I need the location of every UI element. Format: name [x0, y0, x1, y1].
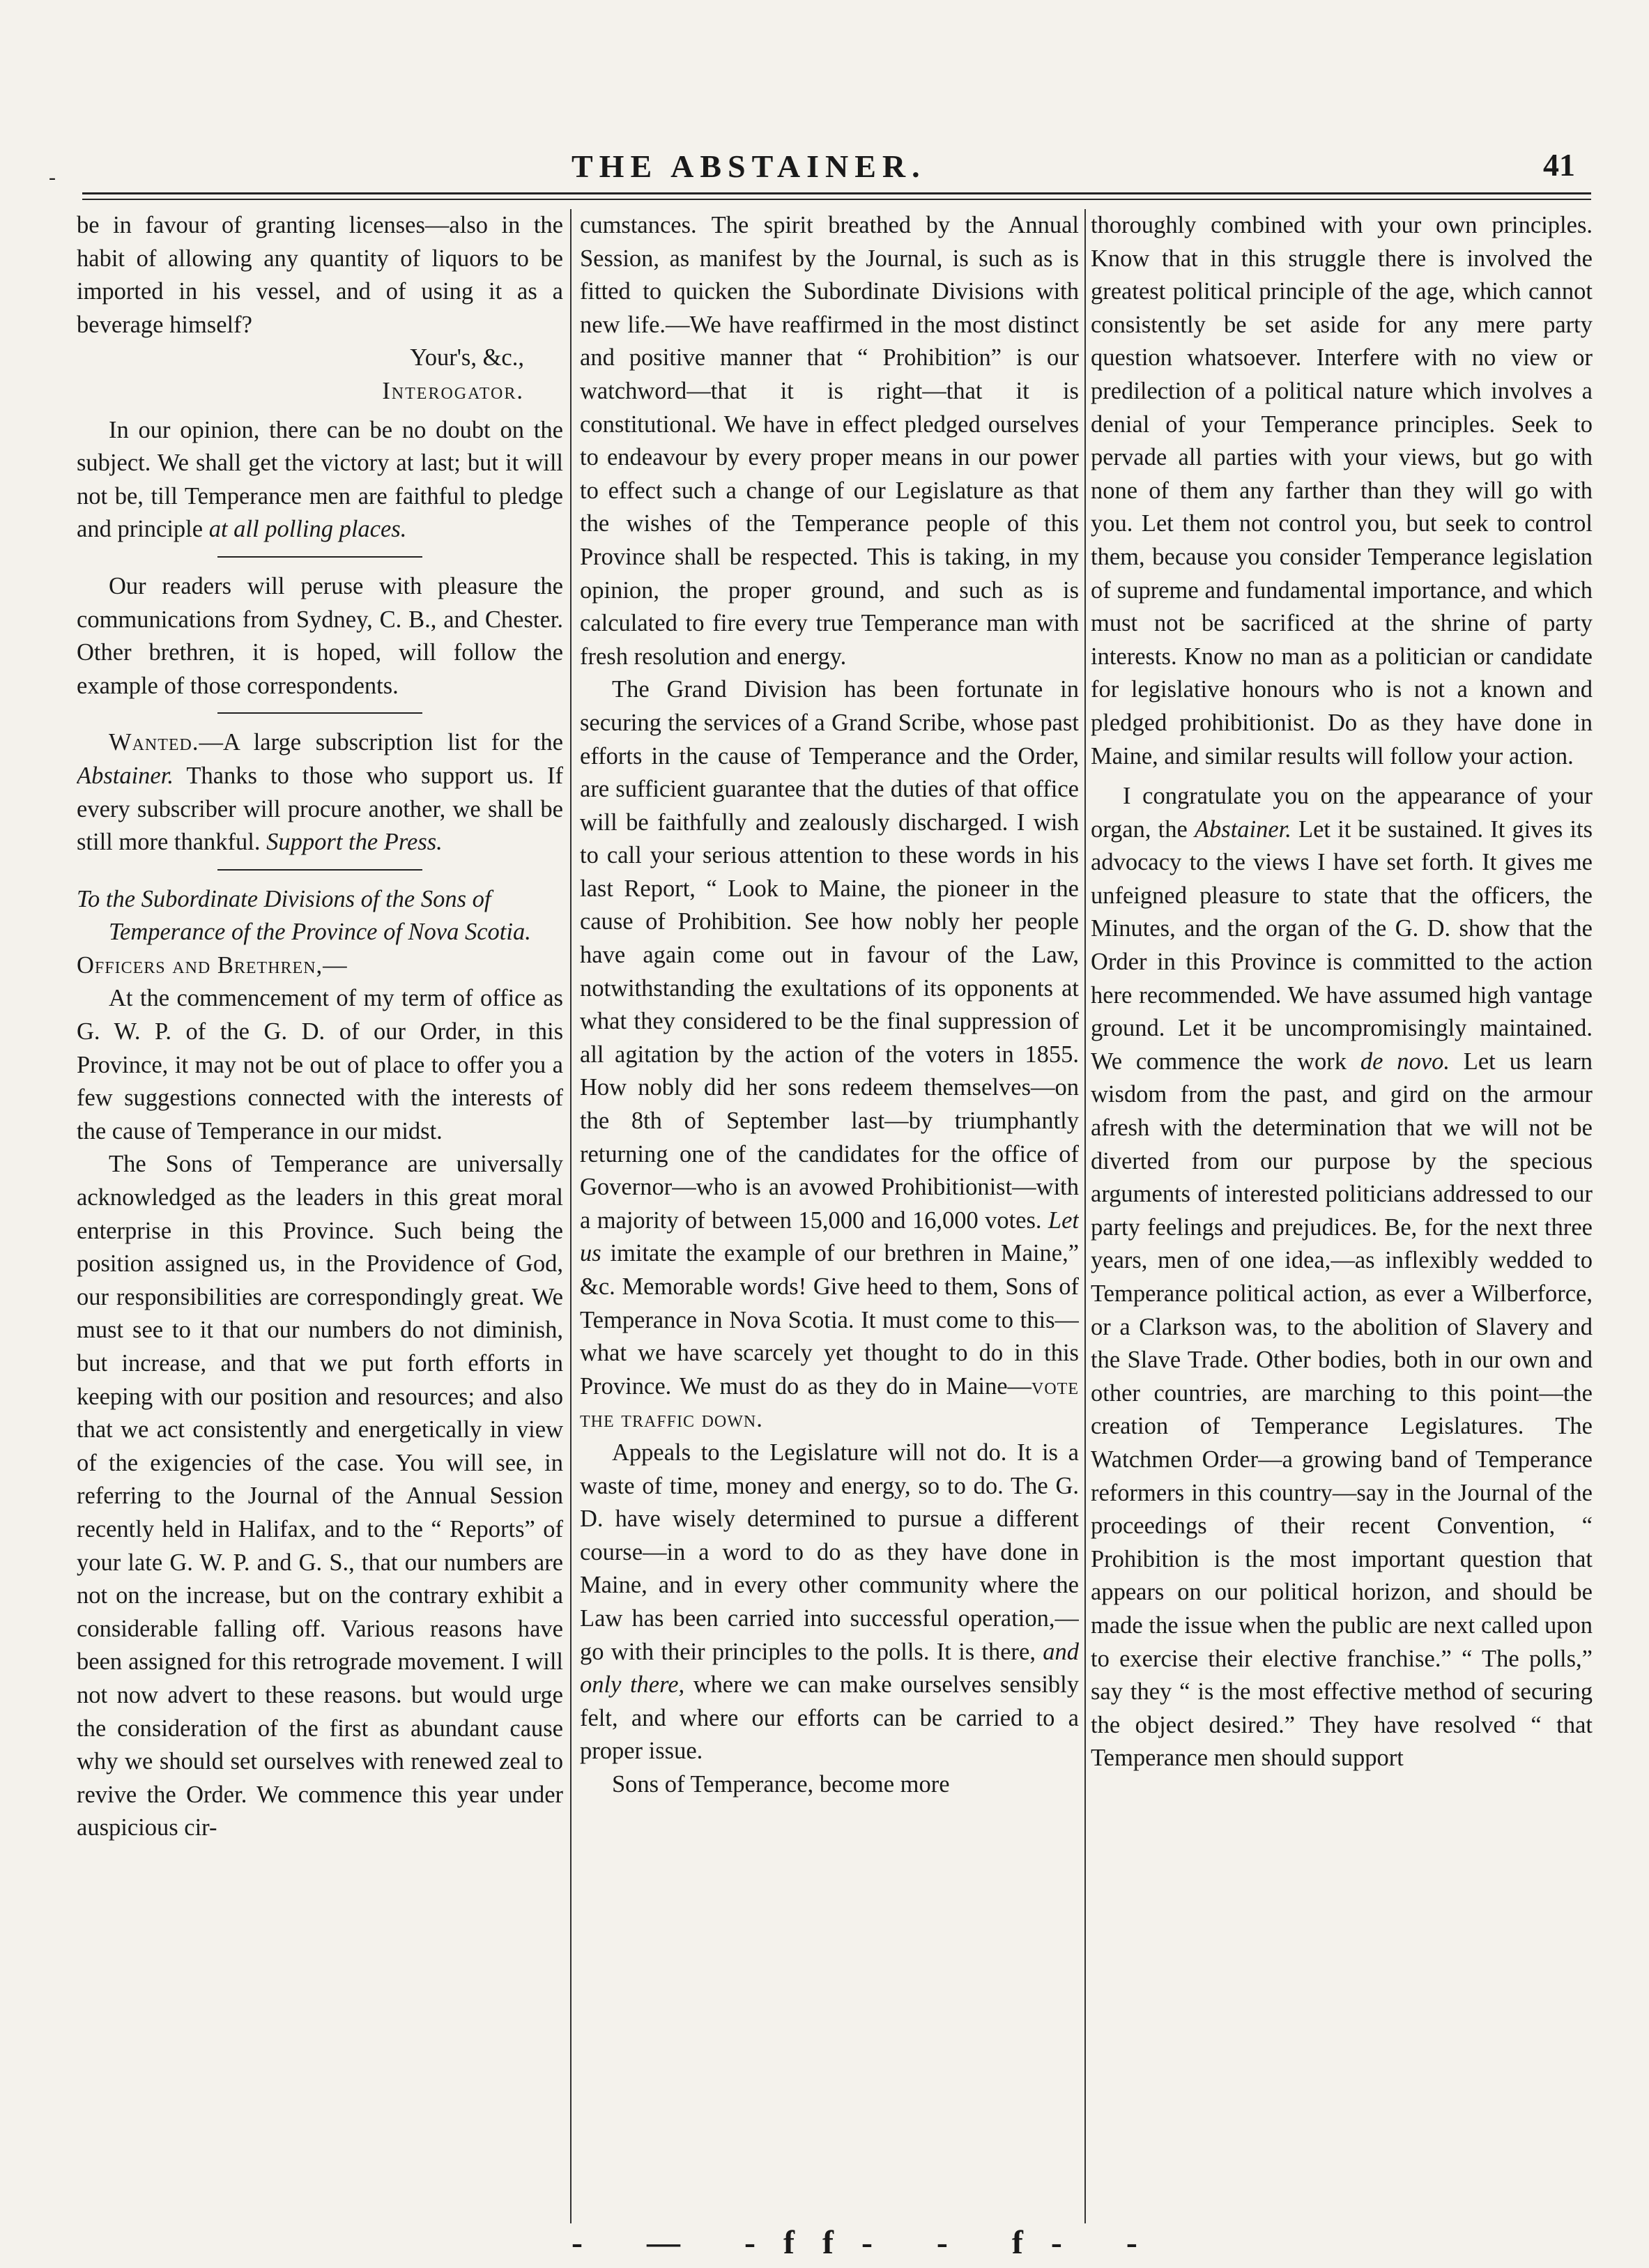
paragraph: The Sons of Temperance are universally acknowledged as the leaders in this great moral enterprise in this Province. Such being the position assigned us, in the Providence of God, our responsibilities are correspondingly great. We must see to it that our numbers do not diminish, but increase, and that we put forth efforts in keeping with our position and resources; and also that we act consistently and energetically in view of the exigencies of the case. You will see, in referring to the Journal of the Annual Session recently held in Halifax, and to the “ Reports” of your late G. W. P. and G. S., that our numbers are not on the increase, but on the contrary exhibit a considerable falling off. Various reasons have been assigned for this retrograde movement. I will not now advert to these reasons. but would urge the consideration of the first as abundant cause why we should set ourselves with renewed zeal to revive the Order. We commence this year under auspicious cir- [77, 1151, 563, 1841]
divider [217, 869, 422, 871]
column-2 [580, 209, 1079, 2223]
page-number: 41 [1543, 147, 1575, 183]
signature: Interogator. [382, 377, 524, 404]
column-3 [1091, 209, 1593, 2223]
paragraph: In our opinion, there can be no doubt on the subject. We shall get the victory at last; but it will not be, till Temperance men are faithful to pledge and principle at all polling places. [77, 416, 563, 543]
column-rule [1084, 209, 1086, 2223]
paragraph: thoroughly combined with your own principles. Know that in this struggle there is involved the greatest political principle of the age, which cannot consistently be set aside for any mere party question whatsoever. Interfere with no view or predilection of a political nature which involves a denial of your Temperance principles. Seek to pervade all parties with your views, but go with none of them any farther than they will go with you. Let them not control you, but seek to control them, because you consider Temperance legislation of supreme and fundamental importance, and which must not be sacrificed at the shrine of party interests. Know no man as a politician or candidate for legislative honours who is not a known and pledged prohibitionist. Do as they have done in Maine, and similar results will follow your action. [1091, 212, 1593, 769]
header-rule-thin [82, 199, 1591, 200]
paragraph: cumstances. The spirit breathed by the Annual Session, as manifest by the Journal, is such as is fitted to quicken the Subordinate Divisions with new life.—We have reaffirmed in the most distinct and positive manner that “ Prohibition” is our watchword—that it is right—that it is constitutional. We have in effect pledged ourselves to endeavour by every proper means in our power to effect such a change of our Legislature as that the wishes of the Temperance people of this Province shall be respected. This is taking, in my opinion, the proper ground, and such as is calculated to fire every true Temperance man with fresh resolution and energy. [580, 212, 1079, 670]
signoff: Your's, &c., [410, 344, 524, 371]
paragraph: Appeals to the Legislature will not do. It is a waste of time, money and energy, so to do. The G. D. have wisely determined to pursue a different course—in a word to do as they have done in Maine, and in every other community where the Law has been carried into successful operation,—go with their principles to the polls. It is there, and only there, where we can make ourselves sensibly felt, and where our efforts can be carried to a proper issue. [580, 1439, 1079, 1765]
divider [217, 556, 422, 558]
column-1 [77, 209, 563, 2223]
footer-marks: - — -ff- - f- - [572, 2224, 1165, 2261]
paragraph: At the commencement of my term of office as G. W. P. of the G. D. of our Order, in this Province, it may not be out of place to offer you a few suggestions connected with the interests of the cause of Temperance in our midst. [77, 985, 563, 1144]
divider [217, 712, 422, 714]
paragraph: I congratulate you on the appearance of your organ, the Abstainer. Let it be sustained. It gives its advocacy to the views I have set forth. It gives me unfeigned pleasure to state that the officers, the Minutes, and the organ of the G. D. show that the Order in this Province is committed to the action here recommended. We have assumed high vantage ground. Let it be uncompromisingly maintained. We commence the work de novo. Let us learn wisdom from the past, and gird on the armour afresh with the determination that we will not be diverted from our purpose by the specious arguments of interested politicians addressed to our party feelings and prejudices. Be, for the next three years, men of one idea,—as inflexibly wedded to Temperance political action, as ever a Wilberforce, or a Clarkson was, to the abolition of Slavery and the Slave Trade. Other bodies, both in our own and other countries, are marching to this point—the creation of Temperance Legislatures. The Watchmen Order—a growing band of Temperance reformers in this country—say in the Journal of the proceedings of their recent Convention, “ Prohibition is the most important question that appears on our political horizon, and should be made the issue when the public are next called upon to exercise their elective franchise.” “ The polls,” say they “ is the most effective method of securing the object desired.” They have resolved “ that Temperance men should support [1091, 783, 1593, 1772]
column-rule [570, 209, 572, 2223]
header-rule-thick [82, 192, 1591, 194]
page-title: THE ABSTAINER. [572, 148, 926, 184]
corner-mark: - [49, 166, 56, 189]
paragraph: The Grand Division has been fortunate in securing the services of a Grand Scribe, whose past efforts in the cause of Temperance and the Order, are sufficient guarantee that the duties of that office will be faithfully and zealously discharged. I wish to call your serious attention to these words in his last Report, “ Look to Maine, the pioneer in the cause of Prohibition. See how nobly her people have again come out in favour of the Law, notwithstanding the exultations of its opponents at what they considered to be the final suppression of all agitation by the action of the voters in 1855. How nobly did her sons redeem themselves—on the 8th of September last—by triumphantly returning one of the candidates for the office of Governor—who is an avowed Prohibitionist—with a majority of between 15,000 and 16,000 votes. Let us imitate the example of our brethren in Maine,” &c. Memorable words! Give heed to them, Sons of Temperance in Nova Scotia. It must come to this—what we have scarcely yet thought to do in this Province. We must do as they do in Maine—vote the traffic down. [580, 676, 1079, 1433]
paragraph: Our readers will peruse with pleasure the communications from Sydney, C. B., and Chester. Other brethren, it is hoped, will follow the example of those correspondents. [77, 572, 563, 699]
letter-heading: To the Subordinate Divisions of the Sons of Temperance of the Province of Nova Scotia. [77, 885, 531, 946]
paragraph: Sons of Temperance, become more [612, 1770, 950, 1798]
paragraph: be in favour of granting licenses—also in the habit of allowing any quantity of liquors to be imported in his vessel, and of using it as a beverage himself? [77, 212, 563, 338]
salutation: Officers and Brethren,— [77, 951, 348, 979]
paragraph: Wanted.—A large subscription list for the Abstainer. Thanks to those who support us. If every subscriber will procure another, we shall be still more thankful. Support the Press. [77, 729, 563, 856]
